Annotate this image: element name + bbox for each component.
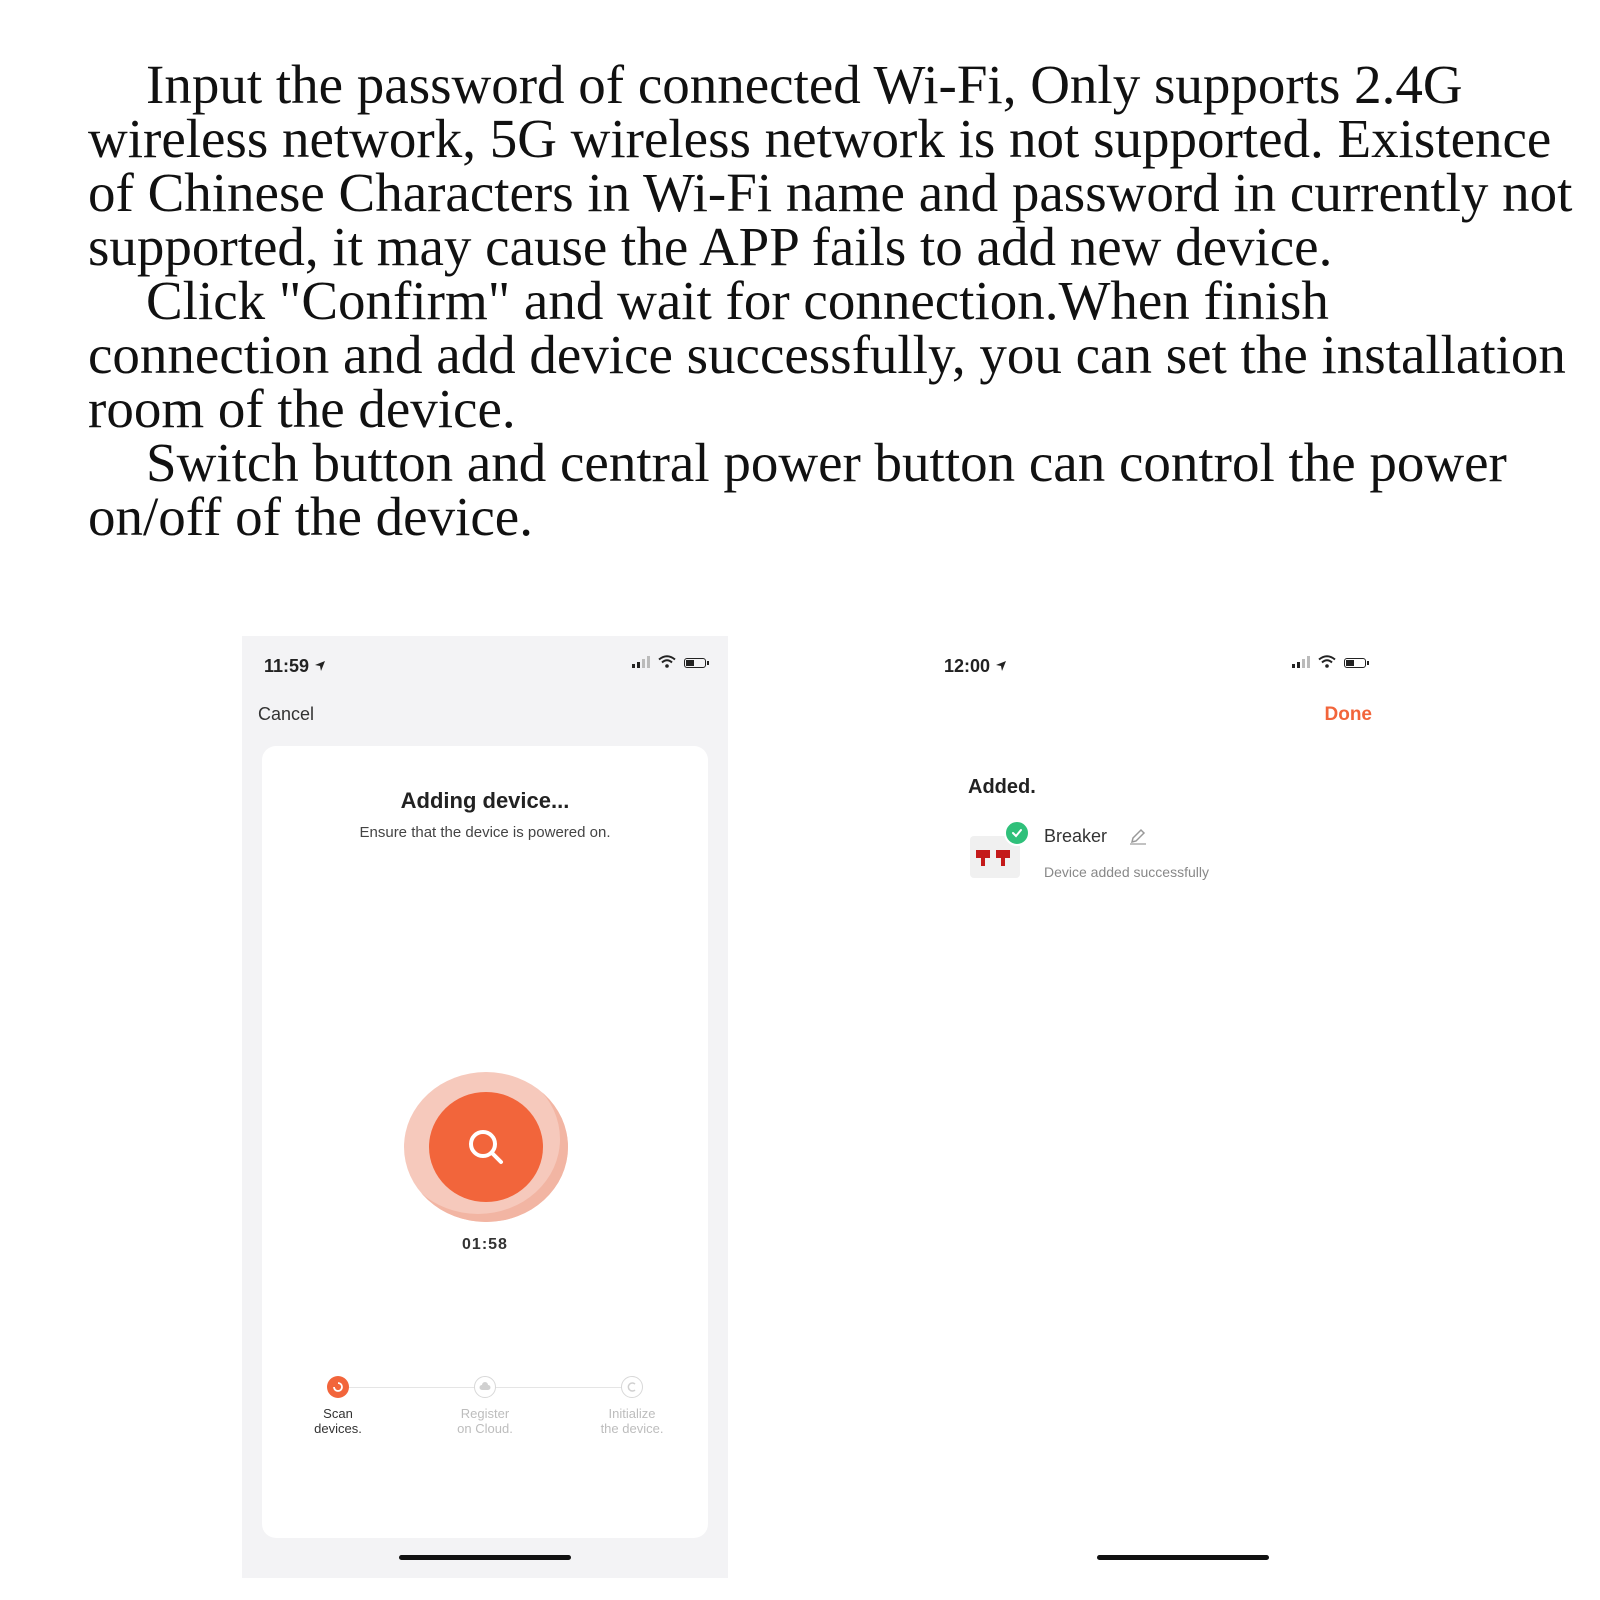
signal-icon	[1292, 656, 1310, 668]
adding-device-screen	[242, 636, 728, 1578]
scan-button[interactable]	[429, 1092, 543, 1202]
instruction-paragraph-1: Input the password of connected Wi-Fi, Only supports 2.4G wireless network, 5G wireless network is not supported. Existence of Chinese Characters in Wi-Fi name and password in currently not supported, it may cause the APP fails to add new device.	[88, 54, 1573, 277]
step-label-line1: Register	[460, 1406, 510, 1421]
step-initialize-device	[582, 1376, 682, 1436]
instructions-text	[88, 54, 1578, 547]
adding-device-title: Adding device...	[400, 788, 570, 813]
cloud-icon	[474, 1376, 496, 1398]
location-arrow-icon	[995, 660, 1007, 672]
adding-device-subtitle: Ensure that the device is powered on.	[359, 824, 611, 841]
instruction-paragraph-2: Click "Confirm" and wait for connection.When finish connection and add device successfully, you can set the installation room of the device.	[88, 270, 1566, 439]
instruction-paragraph-3: Switch button and central power button can control the power on/off of the device.	[88, 432, 1507, 547]
status-bar	[940, 636, 1426, 676]
wifi-icon	[658, 655, 676, 668]
done-button[interactable]: Done	[1324, 704, 1372, 725]
added-section-title: Added.	[968, 776, 1036, 798]
signal-icon	[632, 656, 650, 668]
step-label-line1: Initialize	[608, 1406, 656, 1421]
device-name: Breaker	[1044, 826, 1108, 846]
cancel-button[interactable]: Cancel	[258, 704, 315, 724]
step-label-line1: Scan	[323, 1406, 353, 1421]
status-time: 11:59	[264, 656, 326, 677]
device-added-screen	[940, 636, 1426, 1578]
battery-icon	[1344, 658, 1366, 668]
added-device-item[interactable]	[970, 818, 1370, 888]
status-time: 12:00	[944, 656, 1007, 677]
home-indicator[interactable]	[399, 1555, 571, 1560]
step-scan-devices	[288, 1376, 388, 1436]
status-icons	[1292, 655, 1366, 668]
home-indicator[interactable]	[1097, 1555, 1269, 1560]
search-icon	[464, 1125, 508, 1169]
status-icons	[632, 655, 706, 668]
edit-name-button[interactable]	[1128, 826, 1148, 851]
progress-steps	[292, 1376, 678, 1466]
step-register-cloud	[435, 1376, 535, 1436]
battery-icon	[684, 658, 706, 668]
status-bar	[242, 636, 728, 676]
wifi-icon	[1318, 655, 1336, 668]
pencil-icon	[1128, 826, 1148, 846]
step-label-line2: on Cloud.	[457, 1421, 513, 1436]
device-status: Device added successfully	[1044, 864, 1209, 880]
step-label-line2: devices.	[314, 1421, 362, 1436]
scan-indicator	[404, 1072, 568, 1222]
step-label-line2: the device.	[600, 1421, 664, 1436]
location-arrow-icon	[314, 660, 326, 672]
countdown-timer: 01:58	[462, 1236, 508, 1253]
check-icon	[1004, 820, 1030, 846]
adding-device-card	[262, 746, 708, 1538]
scan-step-icon	[327, 1376, 349, 1398]
initialize-icon	[621, 1376, 643, 1398]
